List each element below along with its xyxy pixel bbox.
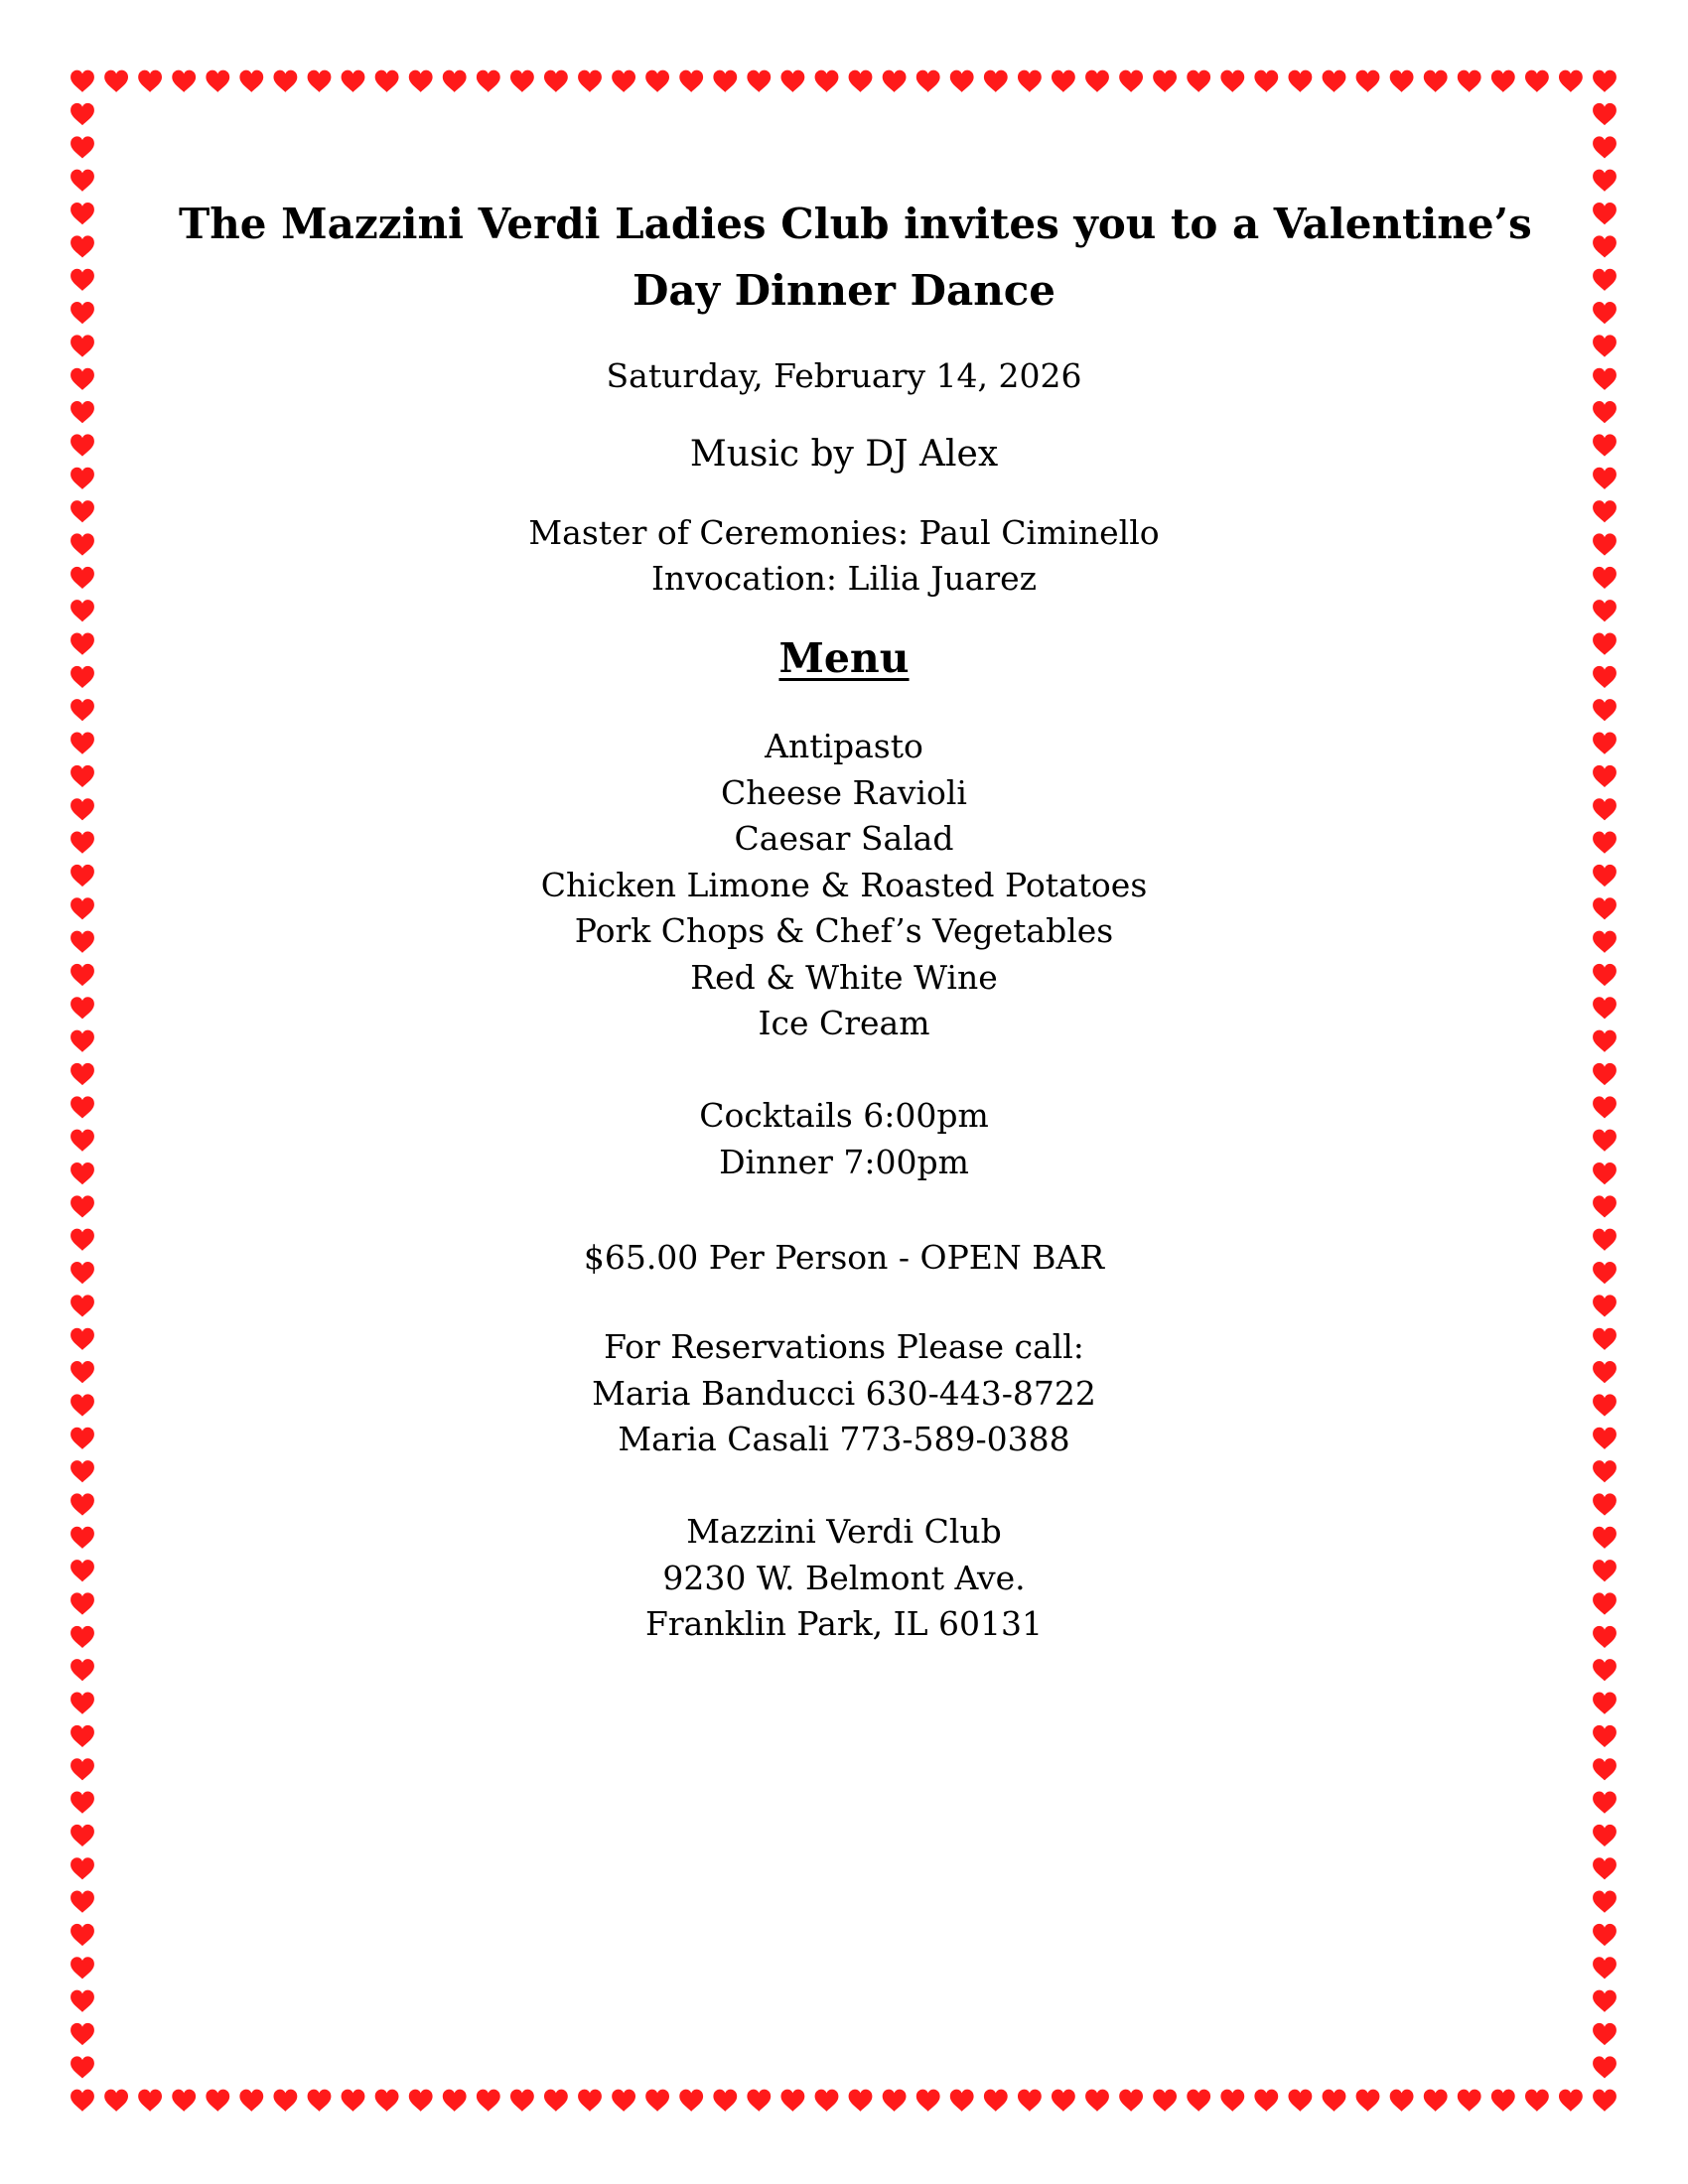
heart-icon [1525, 70, 1549, 92]
heart-icon [206, 2090, 229, 2112]
heart-icon [1593, 699, 1617, 721]
heart-icon [713, 70, 737, 92]
heart-icon [645, 70, 669, 92]
heart-icon [1593, 401, 1617, 423]
heart-icon [883, 2090, 907, 2112]
menu-item-ice-cream: Ice Cream [758, 1004, 930, 1042]
menu-item-cheese-ravioli: Cheese Ravioli [721, 772, 967, 812]
heart-icon [172, 70, 196, 92]
heart-icon [104, 70, 128, 92]
heart-icon [1593, 203, 1617, 224]
heart-icon [70, 1229, 94, 1251]
heart-icon [1424, 2090, 1448, 2112]
heart-icon [70, 1659, 94, 1681]
heart-icon [1187, 70, 1210, 92]
heart-icon [342, 70, 365, 92]
heart-icon [815, 2090, 839, 2112]
heart-icon [1593, 1725, 1617, 1747]
heart-icon [70, 1857, 94, 1879]
heart-icon [1593, 1328, 1617, 1350]
heart-icon [70, 1924, 94, 1946]
heart-icon [1018, 70, 1042, 92]
heart-icon [70, 1626, 94, 1648]
heart-icon [1593, 434, 1617, 456]
heart-icon [70, 136, 94, 158]
heart-icon [1593, 335, 1617, 356]
heart-icon [70, 533, 94, 555]
heart-icon [1153, 70, 1177, 92]
reservations-heading: For Reservations Please call: [604, 1327, 1084, 1366]
heart-icon [1593, 1693, 1617, 1714]
heart-icon [70, 997, 94, 1019]
heart-icon [1593, 600, 1617, 621]
heart-icon [916, 70, 940, 92]
venue-city: Franklin Park, IL 60131 [644, 1604, 1043, 1643]
heart-icon [70, 897, 94, 919]
price-line: $65.00 Per Person - OPEN BAR [583, 1238, 1105, 1277]
heart-icon [1593, 1857, 1617, 1879]
heart-icon [70, 832, 94, 854]
heart-icon [1593, 1096, 1617, 1118]
heart-icon [70, 699, 94, 721]
heart-icon [1288, 70, 1312, 92]
dinner-time: Dinner 7:00pm [719, 1142, 969, 1181]
heart-icon [1593, 897, 1617, 919]
heart-icon [510, 70, 534, 92]
heart-icon [70, 600, 94, 621]
heart-icon [1593, 1063, 1617, 1085]
heart-icon [70, 103, 94, 125]
heart-icon [70, 1262, 94, 1284]
heart-icon [172, 2090, 196, 2112]
heart-icon [1052, 2090, 1075, 2112]
heart-icon [1593, 1262, 1617, 1284]
heart-icon [273, 70, 297, 92]
heart-icon [883, 70, 907, 92]
menu-item-wine: Red & White Wine [690, 957, 998, 997]
heart-icon [1323, 2090, 1346, 2112]
menu-list [179, 724, 1509, 1047]
heart-icon [70, 1792, 94, 1814]
heart-icon [70, 1130, 94, 1152]
heart-icon [70, 500, 94, 522]
heart-icon [477, 2090, 500, 2112]
heart-icon [1593, 1428, 1617, 1449]
heart-icon [477, 70, 500, 92]
heart-icon [747, 2090, 771, 2112]
heart-icon [70, 1957, 94, 1979]
heart-icon [1593, 567, 1617, 589]
heart-icon [815, 70, 839, 92]
heart-icon [1390, 2090, 1414, 2112]
heart-icon [713, 2090, 737, 2112]
heart-icon [1593, 170, 1617, 192]
heart-icon [1559, 2090, 1583, 2112]
heart-icon [409, 70, 433, 92]
heart-icon [1525, 2090, 1549, 2112]
heart-icon [375, 2090, 399, 2112]
heart-icon [1593, 1460, 1617, 1482]
heart-icon [239, 70, 263, 92]
master-of-ceremonies: Master of Ceremonies: Paul Ciminello [528, 513, 1160, 552]
heart-icon [70, 1693, 94, 1714]
heart-icon [1593, 964, 1617, 986]
heart-icon [1220, 70, 1244, 92]
heart-icon [1119, 2090, 1143, 2112]
heart-icon [70, 798, 94, 820]
heart-icon [70, 335, 94, 356]
reservation-contact-banducci: Maria Banducci 630-443-8722 [592, 1373, 1096, 1413]
heart-icon [1593, 1195, 1617, 1217]
heart-icon [1593, 1758, 1617, 1780]
invitation-title-line-1: The Mazzini Verdi Ladies Club invites you to a Valentine’s [179, 200, 1532, 248]
heart-icon [1153, 2090, 1177, 2112]
heart-icon [1085, 70, 1109, 92]
heart-icon [1593, 2090, 1617, 2112]
heart-icon [1593, 1394, 1617, 1416]
venue-name: Mazzini Verdi Club [686, 1512, 1002, 1551]
reservations [179, 1324, 1509, 1463]
heart-icon [1593, 468, 1617, 489]
heart-icon [1593, 1527, 1617, 1549]
heart-icon [1593, 997, 1617, 1019]
heart-icon [1187, 2090, 1210, 2112]
heart-icon [70, 1493, 94, 1515]
heart-icon [70, 1295, 94, 1316]
heart-icon [206, 70, 229, 92]
heart-icon [1593, 1924, 1617, 1946]
heart-icon [70, 1328, 94, 1350]
menu-item-caesar-salad: Caesar Salad [734, 819, 954, 858]
heart-icon [1491, 70, 1515, 92]
heart-icon [308, 70, 332, 92]
heart-icon [70, 1063, 94, 1085]
heart-icon [1458, 70, 1481, 92]
heart-icon [1356, 70, 1380, 92]
heart-icon [849, 70, 873, 92]
heart-icon [70, 633, 94, 655]
heart-icon [70, 2023, 94, 2045]
heart-icon [70, 2056, 94, 2078]
heart-icon [1593, 765, 1617, 787]
heart-icon [1356, 2090, 1380, 2112]
heart-icon [1593, 1957, 1617, 1979]
heart-icon [70, 1428, 94, 1449]
heart-icon [1593, 733, 1617, 754]
heart-icon [70, 235, 94, 257]
heart-icon [1593, 798, 1617, 820]
heart-icon [510, 2090, 534, 2112]
heart-icon [1593, 1990, 1617, 2012]
heart-icon [70, 368, 94, 390]
heart-icon [544, 2090, 568, 2112]
heart-icon [780, 2090, 804, 2112]
menu-item-chicken-limone: Chicken Limone & Roasted Potatoes [540, 865, 1148, 904]
heart-icon [409, 2090, 433, 2112]
heart-icon [1593, 136, 1617, 158]
event-times [179, 1093, 1509, 1185]
heart-icon [578, 70, 602, 92]
heart-icon [70, 765, 94, 787]
heart-icon [273, 2090, 297, 2112]
heart-icon [70, 865, 94, 887]
heart-icon [1458, 2090, 1481, 2112]
heart-icon [70, 666, 94, 688]
heart-icon [70, 1560, 94, 1581]
heart-icon [1593, 70, 1617, 92]
heart-icon [70, 434, 94, 456]
heart-icon [70, 2090, 94, 2112]
heart-icon [1288, 2090, 1312, 2112]
heart-icon [70, 1990, 94, 2012]
heart-icon [1593, 302, 1617, 324]
heart-icon [70, 1891, 94, 1913]
heart-icon [70, 170, 94, 192]
music-credit: Music by DJ Alex [689, 434, 999, 475]
heart-icon [1085, 2090, 1109, 2112]
heart-icon [1593, 500, 1617, 522]
heart-icon [984, 2090, 1008, 2112]
heart-icon [70, 931, 94, 953]
heart-icon [443, 2090, 467, 2112]
heart-icon [70, 1394, 94, 1416]
heart-icon [1220, 2090, 1244, 2112]
heart-icon [1593, 1592, 1617, 1614]
invitation-title-line-2: Day Dinner Dance [632, 266, 1056, 315]
heart-icon [1593, 1229, 1617, 1251]
heart-icon [70, 1096, 94, 1118]
heart-icon [1254, 2090, 1278, 2112]
heart-icon [578, 2090, 602, 2112]
heart-icon [138, 2090, 162, 2112]
venue-street: 9230 W. Belmont Ave. [662, 1558, 1026, 1597]
heart-icon [70, 302, 94, 324]
heart-icon [70, 1825, 94, 1846]
menu-heading: Menu [778, 634, 910, 682]
heart-icon [70, 1460, 94, 1482]
heart-icon [70, 1162, 94, 1184]
event-date: Saturday, February 14, 2026 [606, 356, 1082, 395]
heart-icon [70, 203, 94, 224]
venue-address [179, 1509, 1509, 1648]
heart-icon [1593, 1295, 1617, 1316]
heart-icon [70, 1527, 94, 1549]
heart-icon [1593, 633, 1617, 655]
heart-icon [1593, 103, 1617, 125]
heart-icon [239, 2090, 263, 2112]
heart-icon [1593, 1825, 1617, 1846]
heart-icon [1593, 931, 1617, 953]
heart-icon [443, 70, 467, 92]
heart-icon [780, 70, 804, 92]
heart-icon [544, 70, 568, 92]
heart-icon [1390, 70, 1414, 92]
heart-icon [70, 1758, 94, 1780]
heart-icon [70, 401, 94, 423]
heart-icon [1593, 2056, 1617, 2078]
cocktails-time: Cocktails 6:00pm [699, 1096, 989, 1135]
reservation-contact-casali: Maria Casali 773-589-0388 [618, 1420, 1070, 1458]
heart-icon [679, 2090, 703, 2112]
heart-icon [1593, 1361, 1617, 1383]
heart-icon [1593, 1626, 1617, 1648]
heart-icon [70, 964, 94, 986]
menu-item-pork-chops: Pork Chops & Chef’s Vegetables [574, 911, 1114, 950]
heart-icon [70, 733, 94, 754]
heart-icon [375, 70, 399, 92]
heart-icon [1254, 70, 1278, 92]
heart-icon [342, 2090, 365, 2112]
heart-icon [1119, 70, 1143, 92]
heart-icon [1593, 1162, 1617, 1184]
heart-icon [70, 1030, 94, 1052]
heart-icon [679, 70, 703, 92]
heart-icon [1593, 865, 1617, 887]
heart-icon [1593, 269, 1617, 291]
menu-item-antipasto: Antipasto [765, 727, 923, 765]
heart-icon [1593, 533, 1617, 555]
heart-icon [950, 70, 974, 92]
heart-icon [1593, 1891, 1617, 1913]
heart-icon [1593, 832, 1617, 854]
heart-icon [104, 2090, 128, 2112]
heart-icon [747, 70, 771, 92]
heart-icon [1052, 70, 1075, 92]
heart-icon [1593, 1493, 1617, 1515]
heart-icon [70, 70, 94, 92]
heart-icon [612, 2090, 635, 2112]
heart-icon [1593, 1659, 1617, 1681]
heart-icon [849, 2090, 873, 2112]
heart-icon [950, 2090, 974, 2112]
heart-icon [1424, 70, 1448, 92]
heart-icon [70, 567, 94, 589]
heart-icon [70, 1361, 94, 1383]
heart-icon [1593, 235, 1617, 257]
invocation: Invocation: Lilia Juarez [650, 559, 1038, 598]
heart-icon [916, 2090, 940, 2112]
heart-icon [1491, 2090, 1515, 2112]
heart-icon [1018, 2090, 1042, 2112]
heart-icon [1593, 1130, 1617, 1152]
heart-icon [1593, 1792, 1617, 1814]
heart-icon [1559, 70, 1583, 92]
heart-icon [984, 70, 1008, 92]
heart-icon [612, 70, 635, 92]
heart-icon [70, 269, 94, 291]
heart-icon [645, 2090, 669, 2112]
heart-icon [1593, 368, 1617, 390]
heart-icon [70, 1195, 94, 1217]
heart-icon [1323, 70, 1346, 92]
heart-icon [1593, 1560, 1617, 1581]
heart-icon [70, 468, 94, 489]
heart-icon [70, 1725, 94, 1747]
heart-icon [1593, 2023, 1617, 2045]
heart-icon [1593, 1030, 1617, 1052]
heart-icon [138, 70, 162, 92]
heart-icon [1593, 666, 1617, 688]
heart-icon [70, 1592, 94, 1614]
heart-icon [308, 2090, 332, 2112]
